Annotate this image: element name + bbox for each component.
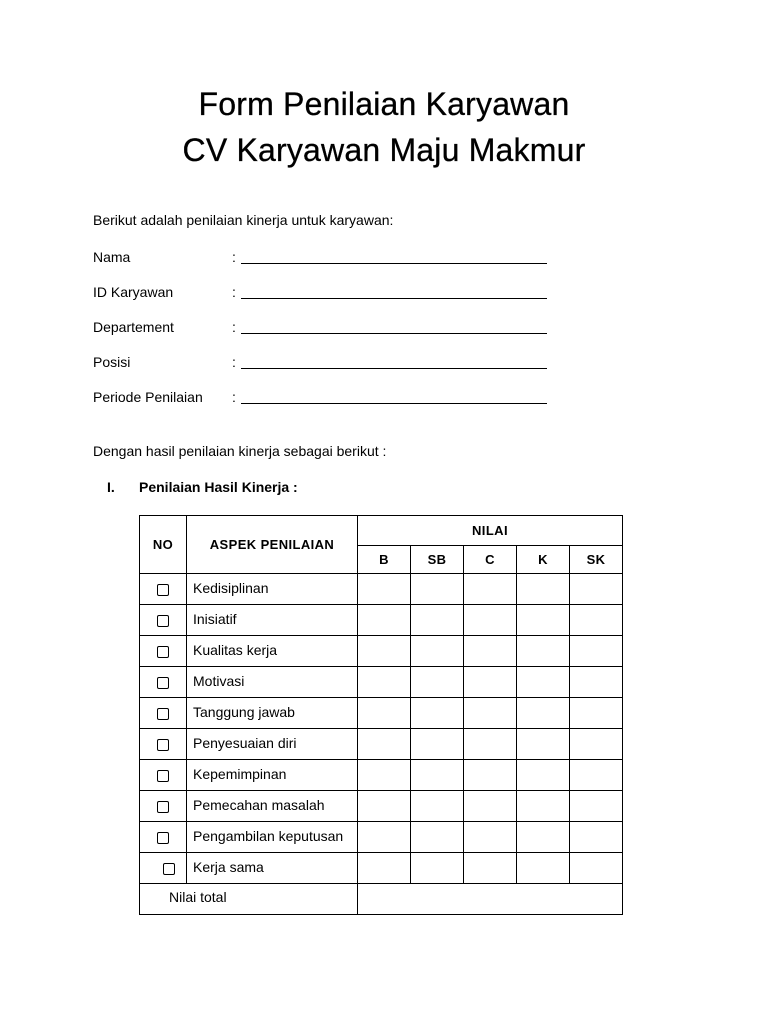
- checkbox-icon[interactable]: [157, 646, 169, 658]
- aspect-label: Pengambilan keputusan: [193, 828, 344, 844]
- header-aspect: ASPEK PENILAIAN: [187, 516, 358, 574]
- table-row: [140, 574, 623, 605]
- grade-cell[interactable]: [358, 760, 411, 791]
- grade-cell[interactable]: [464, 574, 517, 605]
- total-value-cell[interactable]: [358, 884, 623, 915]
- table-row: [140, 636, 623, 667]
- grade-cell[interactable]: [411, 574, 464, 605]
- checkbox-icon[interactable]: [157, 801, 169, 813]
- grade-cell[interactable]: [358, 698, 411, 729]
- grade-cell[interactable]: [570, 729, 623, 760]
- grade-cell[interactable]: [570, 760, 623, 791]
- grade-cell[interactable]: [358, 574, 411, 605]
- table-row: [140, 760, 623, 791]
- grade-cell[interactable]: [464, 822, 517, 853]
- total-label: Nilai total: [169, 889, 227, 905]
- grade-cell[interactable]: [464, 698, 517, 729]
- grade-cell[interactable]: [517, 698, 570, 729]
- field-label: Departement: [93, 319, 174, 335]
- table-row: [140, 667, 623, 698]
- grade-cell[interactable]: [464, 791, 517, 822]
- field-blank-line[interactable]: [241, 298, 547, 299]
- grade-cell[interactable]: [517, 791, 570, 822]
- field-departement: [93, 319, 553, 339]
- grade-cell[interactable]: [517, 574, 570, 605]
- intro-text: Berikut adalah penilaian kinerja untuk karyawan:: [93, 212, 394, 228]
- header-grade-sb: SB: [411, 546, 464, 574]
- grade-cell[interactable]: [358, 605, 411, 636]
- total-row: [140, 884, 623, 915]
- table-row: [140, 853, 623, 884]
- grade-cell[interactable]: [358, 667, 411, 698]
- grade-cell[interactable]: [411, 605, 464, 636]
- grade-cell[interactable]: [570, 605, 623, 636]
- section-title: Penilaian Hasil Kinerja :: [139, 479, 298, 495]
- checkbox-icon[interactable]: [157, 708, 169, 720]
- grade-cell[interactable]: [358, 853, 411, 884]
- aspect-label: Pemecahan masalah: [193, 797, 325, 813]
- grade-cell[interactable]: [358, 636, 411, 667]
- grade-cell[interactable]: [517, 729, 570, 760]
- grade-cell[interactable]: [464, 853, 517, 884]
- grade-cell[interactable]: [358, 791, 411, 822]
- aspect-label: Inisiatif: [193, 611, 237, 627]
- grade-cell[interactable]: [464, 760, 517, 791]
- aspect-label: Motivasi: [193, 673, 245, 689]
- aspect-label: Kepemimpinan: [193, 766, 287, 782]
- grade-cell[interactable]: [411, 822, 464, 853]
- field-colon: :: [232, 284, 236, 300]
- field-colon: :: [232, 354, 236, 370]
- field-label: ID Karyawan: [93, 284, 174, 300]
- field-label: Posisi: [93, 354, 131, 370]
- grade-cell[interactable]: [570, 853, 623, 884]
- field-label: Nama: [93, 249, 131, 265]
- grade-cell[interactable]: [517, 760, 570, 791]
- grade-cell[interactable]: [411, 791, 464, 822]
- grade-cell[interactable]: [570, 667, 623, 698]
- grade-cell[interactable]: [570, 574, 623, 605]
- field-posisi: [93, 354, 553, 374]
- field-colon: :: [232, 389, 236, 405]
- grade-cell[interactable]: [517, 605, 570, 636]
- table-row: [140, 698, 623, 729]
- aspect-label: Penyesuaian diri: [193, 735, 297, 751]
- field-id-karyawan: [93, 284, 553, 304]
- table-row: [140, 791, 623, 822]
- grade-cell[interactable]: [358, 822, 411, 853]
- aspect-label: Kerja sama: [193, 859, 264, 875]
- field-periode-penilaian: [93, 389, 553, 409]
- table-row: [140, 605, 623, 636]
- grade-cell[interactable]: [358, 729, 411, 760]
- checkbox-icon[interactable]: [157, 832, 169, 844]
- table-row: [140, 729, 623, 760]
- grade-cell[interactable]: [517, 667, 570, 698]
- aspect-label: Kualitas kerja: [193, 642, 278, 658]
- grade-cell[interactable]: [464, 729, 517, 760]
- header-grade-c: C: [464, 546, 517, 574]
- grade-cell[interactable]: [517, 636, 570, 667]
- grade-cell[interactable]: [411, 729, 464, 760]
- field-colon: :: [232, 319, 236, 335]
- grade-cell[interactable]: [464, 636, 517, 667]
- grade-cell[interactable]: [570, 791, 623, 822]
- header-no: NO: [140, 516, 187, 574]
- header-grade-b: B: [358, 546, 411, 574]
- field-blank-line[interactable]: [241, 333, 547, 334]
- checkbox-icon[interactable]: [157, 584, 169, 596]
- company-name: CV Karyawan Maju Makmur: [182, 132, 586, 168]
- field-blank-line[interactable]: [241, 263, 547, 264]
- grade-cell[interactable]: [570, 822, 623, 853]
- aspect-label: Tanggung jawab: [193, 704, 295, 720]
- grade-cell[interactable]: [517, 853, 570, 884]
- form-title: Form Penilaian Karyawan: [198, 86, 570, 122]
- aspect-label: Kedisiplinan: [193, 580, 269, 596]
- header-nilai: NILAI: [358, 516, 623, 546]
- section-number: I.: [107, 479, 115, 495]
- field-blank-line[interactable]: [241, 403, 547, 404]
- summary-text: Dengan hasil penilaian kinerja sebagai berikut :: [93, 443, 387, 459]
- checkbox-icon[interactable]: [157, 770, 169, 782]
- grade-cell[interactable]: [570, 636, 623, 667]
- field-label: Periode Penilaian: [93, 389, 203, 405]
- grade-cell[interactable]: [411, 636, 464, 667]
- grade-cell[interactable]: [411, 667, 464, 698]
- grade-cell[interactable]: [517, 822, 570, 853]
- checkbox-icon[interactable]: [157, 615, 169, 627]
- grade-cell[interactable]: [570, 698, 623, 729]
- grade-cell[interactable]: [411, 760, 464, 791]
- checkbox-icon[interactable]: [157, 739, 169, 751]
- field-colon: :: [232, 249, 236, 265]
- grade-cell[interactable]: [464, 667, 517, 698]
- grade-cell[interactable]: [411, 853, 464, 884]
- field-blank-line[interactable]: [241, 368, 547, 369]
- grade-cell[interactable]: [464, 605, 517, 636]
- checkbox-icon[interactable]: [163, 863, 175, 875]
- header-grade-sk: SK: [570, 546, 623, 574]
- header-grade-k: K: [517, 546, 570, 574]
- table-row: [140, 822, 623, 853]
- field-nama: [93, 249, 553, 269]
- grade-cell[interactable]: [411, 698, 464, 729]
- checkbox-icon[interactable]: [157, 677, 169, 689]
- assessment-table: [139, 515, 623, 915]
